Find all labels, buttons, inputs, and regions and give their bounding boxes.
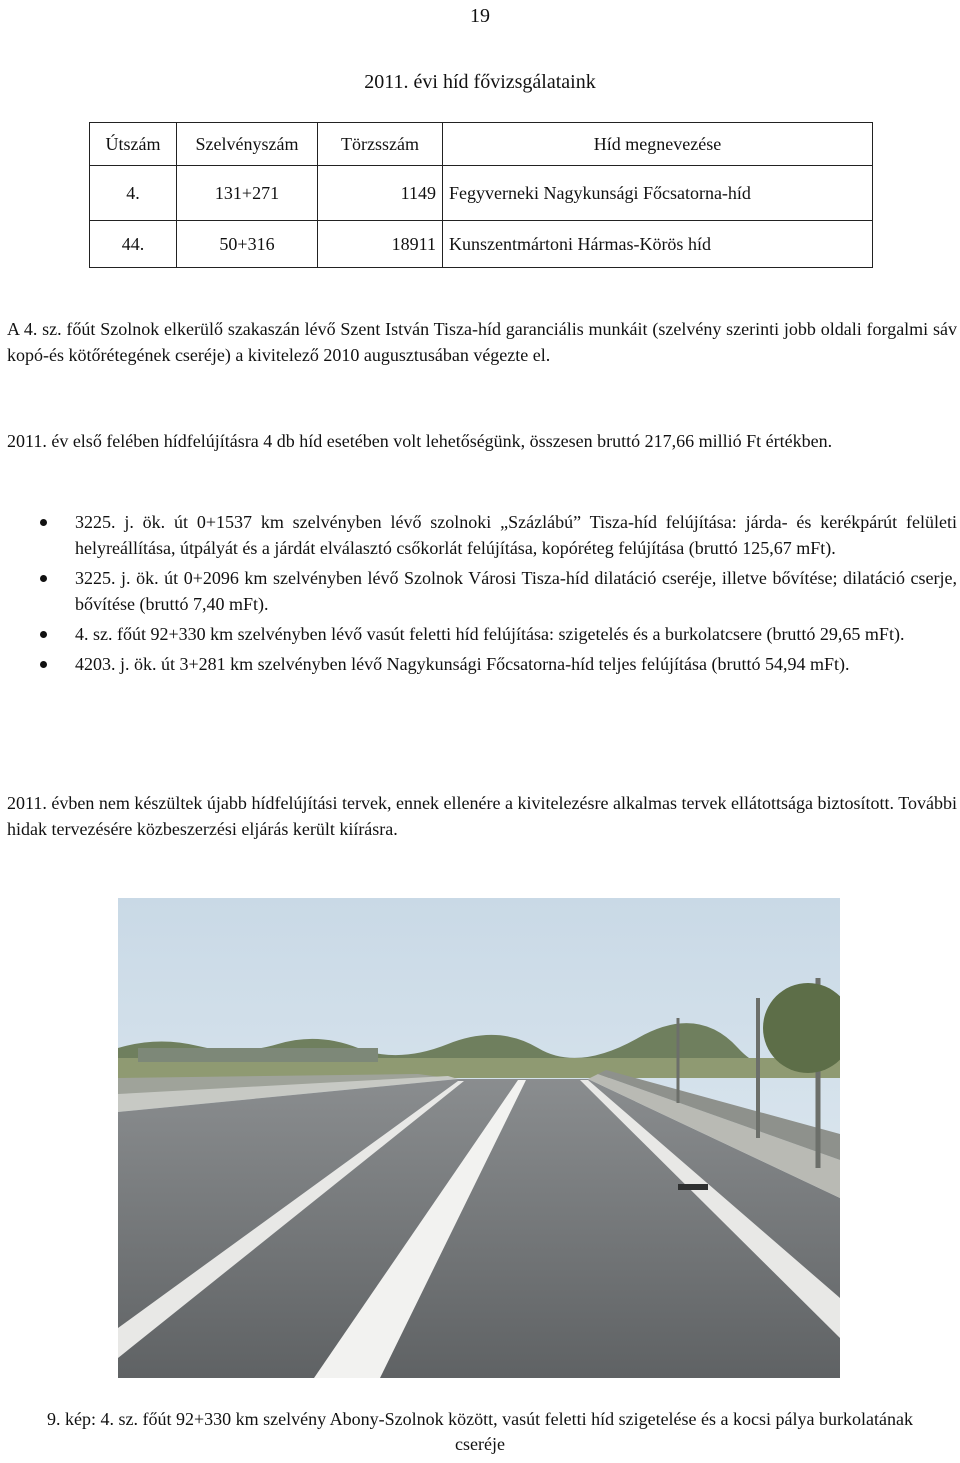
renovation-list <box>7 509 957 682</box>
header-road-number: Útszám <box>90 123 177 166</box>
cell-road-number: 44. <box>90 221 177 268</box>
list-item-text: 4. sz. főút 92+330 km szelvényben lévő vasút feletti híd felújítása: szigetelés és a burkolatcsere (bruttó 29,65 mFt). <box>75 624 905 645</box>
bridge-inspection-table <box>89 122 873 268</box>
bullet-icon <box>40 661 47 668</box>
header-section-number: Szelvényszám <box>177 123 318 166</box>
list-item <box>7 565 957 617</box>
bullet-icon <box>40 631 47 638</box>
page-number: 19 <box>470 5 490 27</box>
paragraph-warranty-works: A 4. sz. főút Szolnok elkerülő szakaszán lévő Szent István Tisza-híd garanciális munkáit (szelvény szerinti jobb oldali forgalmi sáv kopó-és kötőrétegének cseréje) a kivitelező 2010 augusztusában végezte el. <box>7 319 957 366</box>
list-item <box>7 621 957 647</box>
paragraph-renovation-summary: 2011. év első felében hídfelújításra 4 db híd esetében volt lehetőségünk, összesen bruttó 217,66 millió Ft értékben. <box>7 431 833 451</box>
bullet-icon <box>40 519 47 526</box>
table-row <box>90 166 873 221</box>
list-item-text: 3225. j. ök. út 0+2096 km szelvényben lévő Szolnok Városi Tisza-híd dilatáció cseréje, illetve bővítése; dilatáció cserje, bővítése (bruttó 7,40 mFt). <box>75 568 957 615</box>
table-header-row <box>90 123 873 166</box>
cell-register-number: 1149 <box>318 166 443 221</box>
header-bridge-name: Híd megnevezése <box>443 123 873 166</box>
bullet-icon <box>40 575 47 582</box>
photo-caption: 9. kép: 4. sz. főút 92+330 km szelvény Abony-Szolnok között, vasút feletti híd szigetelése és a kocsi pálya burkolatának cseréje <box>47 1409 913 1455</box>
paragraph-design-status: 2011. évben nem készültek újabb hídfelújítási tervek, ennek ellenére a kivitelezésre alkalmas tervek ellátottsága biztosított. További hidak tervezésére közbeszerzési eljárás került kiírásra. <box>7 793 957 840</box>
cell-bridge-name: Fegyverneki Nagykunsági Főcsatorna-híd <box>443 166 873 221</box>
cell-section-number: 131+271 <box>177 166 318 221</box>
cell-bridge-name: Kunszentmártoni Hármas-Körös híd <box>443 221 873 268</box>
list-item-text: 3225. j. ök. út 0+1537 km szelvényben lévő szolnoki „Százlábú” Tisza-híd felújítása: járda- és kerékpárút felületi helyreállítása, útpályát és a járdát elválasztó csőkorlát felújítása, kopóréteg felújítása (bruttó 125,67 mFt). <box>75 512 957 559</box>
cell-road-number: 4. <box>90 166 177 221</box>
list-item <box>7 651 957 677</box>
section-heading: 2011. évi híd fővizsgálataink <box>364 71 596 93</box>
list-item-text: 4203. j. ök. út 3+281 km szelvényben lévő Nagykunsági Főcsatorna-híd teljes felújítása (bruttó 54,94 mFt). <box>75 654 850 675</box>
header-register-number: Törzsszám <box>318 123 443 166</box>
cell-register-number: 18911 <box>318 221 443 268</box>
list-item <box>7 509 957 561</box>
table-row <box>90 221 873 268</box>
cell-section-number: 50+316 <box>177 221 318 268</box>
bridge-road-photo <box>118 898 840 1378</box>
